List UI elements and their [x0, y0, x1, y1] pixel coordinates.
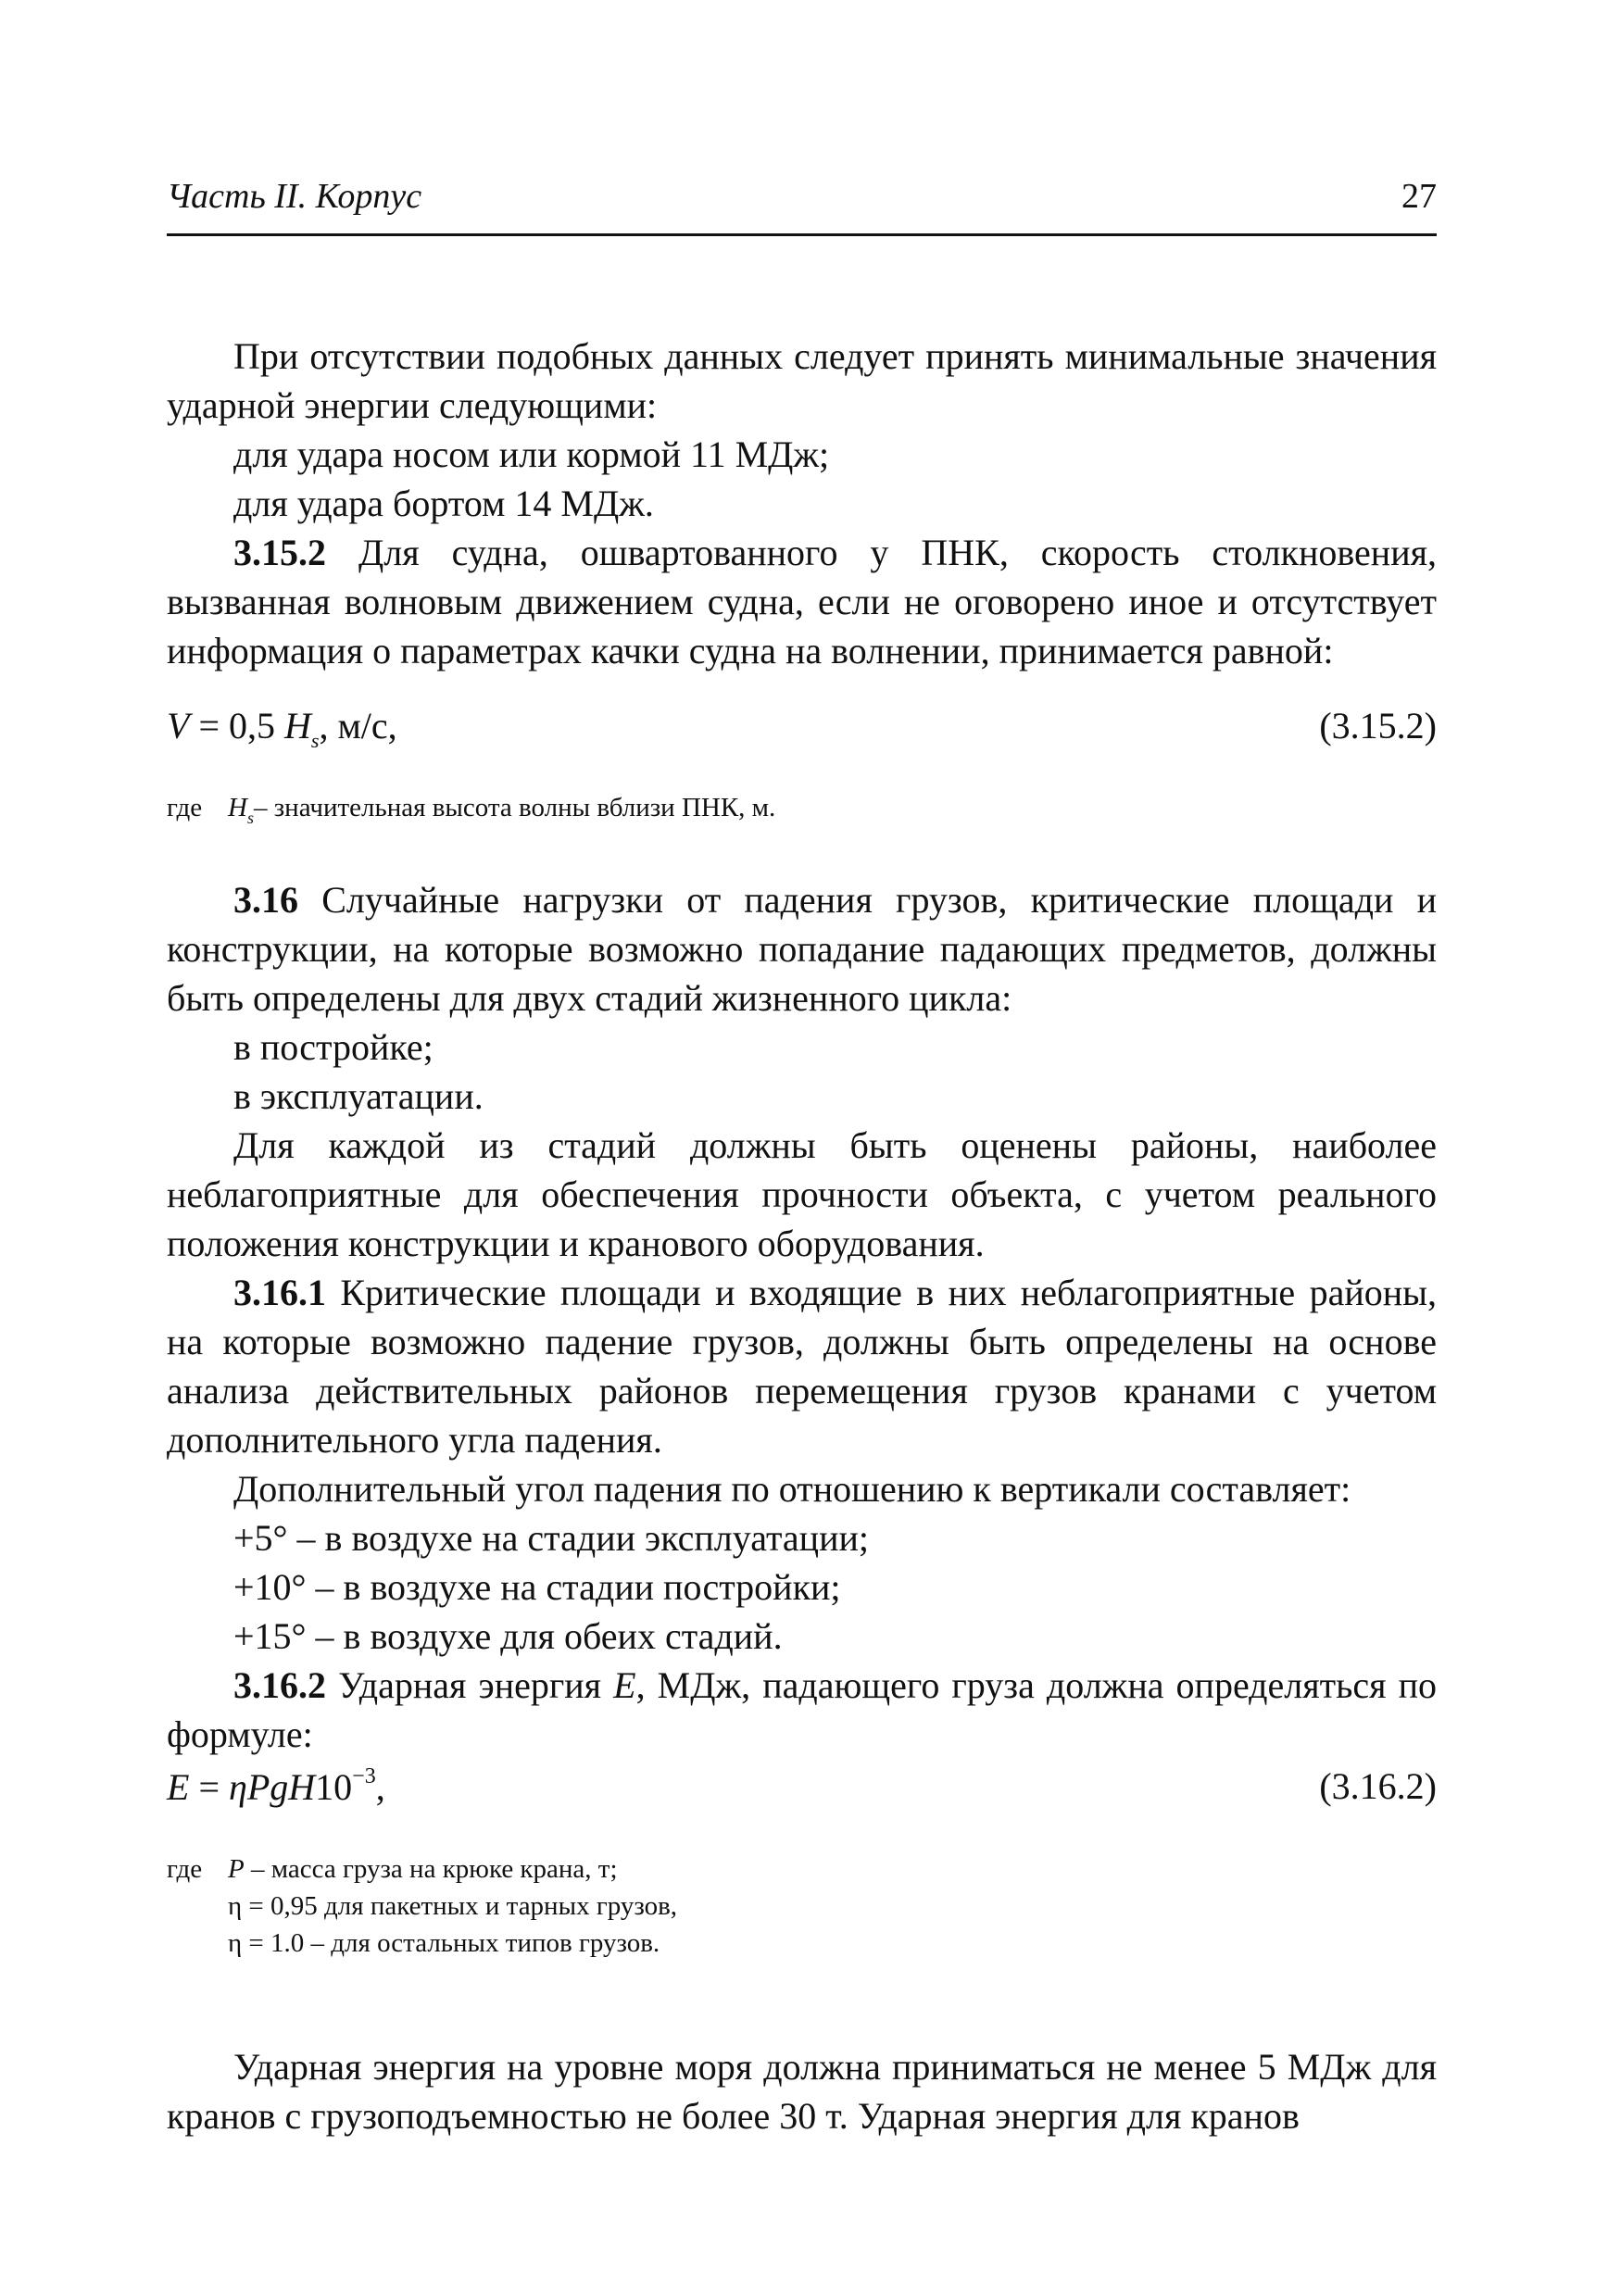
section-text: Случайные нагрузки от падения грузов, критические площади и конструкции, на которые возможно попадание падающих предметов, должны быть определены для двух стадий жизненного цикла:: [167, 879, 1438, 1019]
section-text: , МДж, падающего груза должна определяться по формуле:: [167, 1664, 1438, 1755]
where-var: P: [228, 1854, 245, 1884]
where-definition: – значительная высота волны вблизи ПНК, м.: [253, 793, 776, 822]
section-text: Для судна, ошвартованного у ПНК, скорость столкновения, вызванная волновым движением судна, если не оговорено иное и отсутствует информация о параметрах качки судна на волнении, принимается равной:: [167, 532, 1437, 671]
formula-rhs: ηPgH: [229, 1766, 316, 1808]
section-text: Критические площади и входящие в них неблагоприятные районы, на которые возможно падение грузов, должны быть определены на основе анализа действительных районов перемещения грузов кранами с учетом дополнительного угла падения.: [167, 1272, 1438, 1461]
section-number: 3.16.1: [233, 1272, 326, 1313]
where-subscript: s: [246, 809, 254, 827]
section-text: Ударная энергия: [338, 1664, 614, 1706]
formula-number: (3.15.2): [1319, 705, 1437, 747]
where-text: [228, 1851, 618, 1888]
where-label: где: [167, 1854, 203, 1884]
section-number: 3.15.2: [233, 532, 326, 573]
text-block-3: [167, 2042, 1437, 2140]
formula-var: E: [167, 1766, 190, 1808]
formula-part: =: [189, 1766, 229, 1808]
where-block-2: [167, 1851, 1437, 1962]
paragraph: При отсутствии подобных данных следует принять минимальные значения ударной энергии следующими:: [167, 335, 1437, 426]
page-number: 27: [1401, 177, 1437, 216]
paragraph: Для каждой из стадий должны быть оценены районы, наиболее неблагоприятные для обеспечения прочности объекта, с учетом реального положения конструкции и кранового оборудования.: [167, 1124, 1437, 1264]
running-header: [167, 176, 1437, 236]
where-label: где: [167, 793, 203, 822]
where-definition: – масса груза на крюке крана, т;: [244, 1854, 618, 1884]
formula-3-16-2: [167, 1764, 1437, 1820]
formula-var: V: [167, 705, 190, 747]
list-item: для удара носом или кормой 11 МДж;: [233, 433, 830, 475]
formula-3-15-2: [167, 704, 1437, 759]
where-text: [228, 789, 775, 836]
where-row: [167, 1888, 1437, 1925]
paragraph: Дополнительный угол падения по отношению к вертикали составляет:: [233, 1468, 1351, 1510]
where-text: η = 1.0 – для остальных типов грузов.: [228, 1928, 660, 1958]
where-text: η = 0,95 для пакетных и тарных грузов,: [228, 1891, 678, 1921]
list-item: +15° – в воздухе для обеих стадий.: [233, 1615, 783, 1657]
formula-expression: [167, 704, 397, 753]
where-row: [167, 1851, 1437, 1888]
list-item: для удара бортом 14 МДж.: [233, 483, 654, 524]
formula-exponent: −3: [352, 1764, 376, 1788]
section-3-15-2: [167, 528, 1437, 675]
text-block-2: [167, 875, 1437, 1759]
where-block-1: [167, 789, 1437, 826]
list-item: в постройке;: [233, 1026, 434, 1068]
section-3-16: [167, 875, 1437, 1023]
where-row: [167, 1925, 1437, 1962]
formula-var: H: [284, 705, 311, 747]
formula-subscript: s: [310, 729, 320, 752]
paragraph: Ударная энергия на уровне моря должна приниматься не менее 5 МДж для кранов с грузоподъемностью не более 30 т. Ударная энергия для кранов: [167, 2046, 1437, 2137]
formula-expression: [167, 1764, 385, 1809]
section-3-16-1: [167, 1268, 1437, 1464]
list-item: +10° – в воздухе на стадии постройки;: [233, 1566, 841, 1608]
formula-number: (3.16.2): [1319, 1765, 1437, 1807]
formula-tail: , м/с,: [319, 705, 397, 747]
section-3-16-2: [167, 1661, 1437, 1759]
section-number: 3.16: [233, 879, 298, 921]
inline-var: E: [613, 1664, 636, 1706]
section-number: 3.16.2: [233, 1664, 326, 1706]
list-item: в эксплуатации.: [233, 1075, 484, 1117]
where-row: [167, 789, 1437, 826]
formula-part: 10: [315, 1766, 353, 1808]
where-var: H: [228, 793, 247, 822]
header-title: Часть II. Корпус: [167, 177, 422, 216]
formula-tail: ,: [375, 1766, 385, 1808]
text-block-1: [167, 332, 1437, 675]
list-item: +5° – в воздухе на стадии эксплуатации;: [233, 1517, 870, 1559]
formula-part: = 0,5: [189, 705, 284, 747]
